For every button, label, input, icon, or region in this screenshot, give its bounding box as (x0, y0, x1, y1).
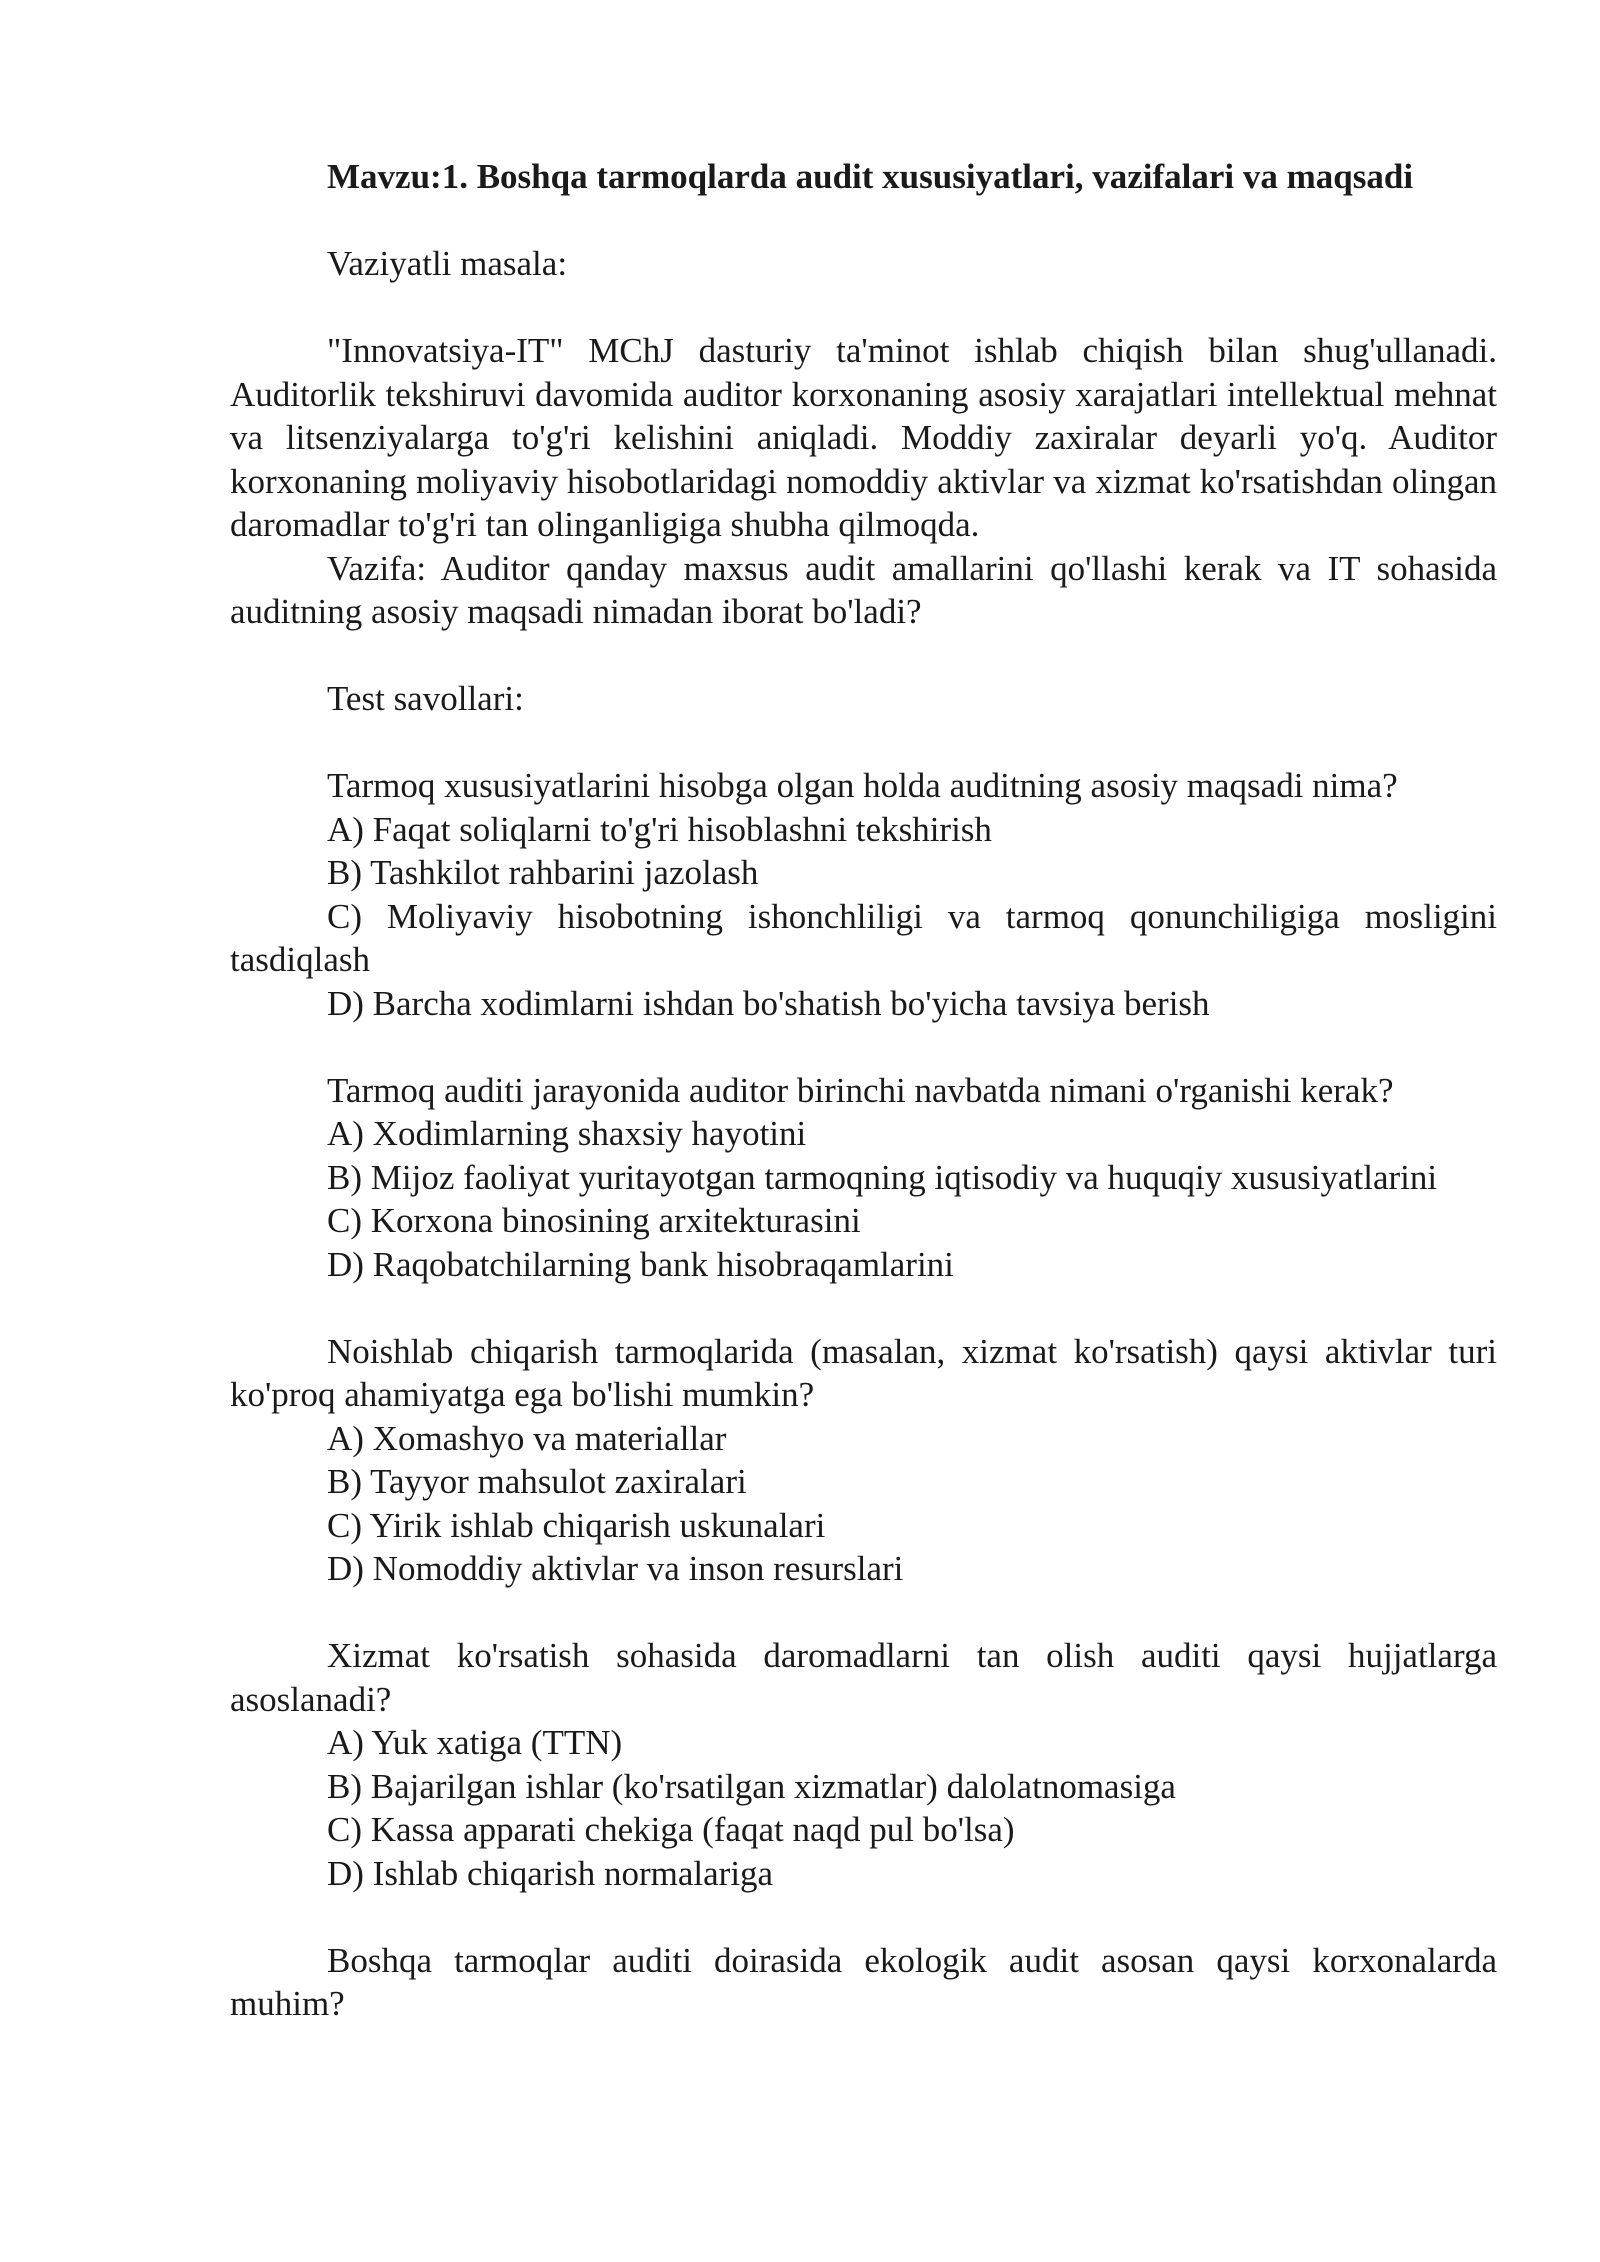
question-text: Boshqa tarmoqlar auditi doirasida ekologik audit asosan qaysi korxonalarda muhim? (230, 1940, 1497, 2023)
answer-option: A) Faqat soliqlarni to'g'ri hisoblashni tekshirish (327, 809, 992, 849)
answer-option: D) Nomoddiy aktivlar va inson resurslari (327, 1549, 904, 1588)
spacer (230, 721, 1497, 765)
spacer (230, 1025, 1497, 1069)
question-text: Noishlab chiqarish tarmoqlarida (masalan, xizmat ko'rsatish) qaysi aktivlar turi ko'proq ahamiyatga ega bo'lishi mumkin? (230, 1331, 1497, 1414)
document-page (230, 155, 1497, 2026)
test-heading: Test savollari: (327, 679, 524, 718)
case-heading: Vaziyatli masala: (327, 244, 568, 283)
answer-option: C) Yirik ishlab chiqarish uskunalari (327, 1505, 826, 1545)
document-title: Mavzu:1. Boshqa tarmoqlarda audit xususiyatlari, vazifalari va maqsadi (327, 157, 1414, 196)
case-text: "Innovatsiya-IT" MChJ dasturiy ta'minot ishlab chiqish bilan shug'ullanadi. Auditorlik tekshiruvi davomida auditor korxonaning asosiy xarajatlari intellektual mehnat va litsenziyalarga to'g'ri kelishini aniqladi. Moddiy zaxiralar deyarli yo'q. Auditor korxonaning moliyaviy hisobotlaridagi nomoddiy aktivlar va xizmat ko'rsatishdan olingan daromadlar to'g'ri tan olinganligiga shubha qilmoqda. (230, 331, 1497, 544)
question-text: Xizmat ko'rsatish sohasida daromadlarni tan olish auditi qaysi hujjatlarga asoslanadi? (230, 1636, 1497, 1719)
spacer (230, 634, 1497, 678)
spacer (230, 1286, 1497, 1330)
answer-option: B) Tashkilot rahbarini jazolash (327, 853, 759, 892)
answer-option: C) Kassa apparati chekiga (faqat naqd pul bo'lsa) (327, 1810, 1015, 1849)
answer-option: D) Raqobatchilarning bank hisobraqamlarini (327, 1244, 954, 1284)
question-text: Tarmoq xususiyatlarini hisobga olgan holda auditning asosiy maqsadi nima? (327, 766, 1398, 805)
spacer (230, 1591, 1497, 1635)
answer-option: C) Moliyaviy hisobotning ishonchliligi va tarmoq qonunchiligiga mosligini tasdiqlash (230, 896, 1497, 979)
spacer (230, 286, 1497, 330)
question-block (230, 1634, 1497, 1895)
answer-option: D) Barcha xodimlarni ishdan bo'shatish bo'yicha tavsiya berish (327, 983, 1210, 1023)
spacer (230, 199, 1497, 243)
answer-option: D) Ishlab chiqarish normalariga (327, 1853, 774, 1893)
question-block (230, 1069, 1497, 1287)
answer-option: C) Korxona binosining arxitekturasini (327, 1201, 861, 1240)
question-block (230, 764, 1497, 1025)
answer-option: B) Mijoz faoliyat yuritayotgan tarmoqning iqtisodiy va huquqiy xususiyatlarini (327, 1157, 1438, 1197)
question-block (230, 1330, 1497, 1591)
answer-option: B) Tayyor mahsulot zaxiralari (327, 1462, 747, 1501)
spacer (230, 1895, 1497, 1939)
answer-option: A) Xomashyo va materiallar (327, 1418, 727, 1458)
question-block (230, 1939, 1497, 2026)
answer-option: B) Bajarilgan ishlar (ko'rsatilgan xizmatlar) dalolatnomasiga (327, 1766, 1176, 1806)
answer-option: A) Xodimlarning shaxsiy hayotini (327, 1114, 807, 1153)
task-text: Vazifa: Auditor qanday maxsus audit amallarini qo'llashi kerak va IT sohasida auditning asosiy maqsadi nimadan iborat bo'ladi? (230, 548, 1497, 631)
question-text: Tarmoq auditi jarayonida auditor birinchi navbatda nimani o'rganishi kerak? (327, 1070, 1394, 1110)
answer-option: A) Yuk xatiga (TTN) (327, 1723, 623, 1762)
